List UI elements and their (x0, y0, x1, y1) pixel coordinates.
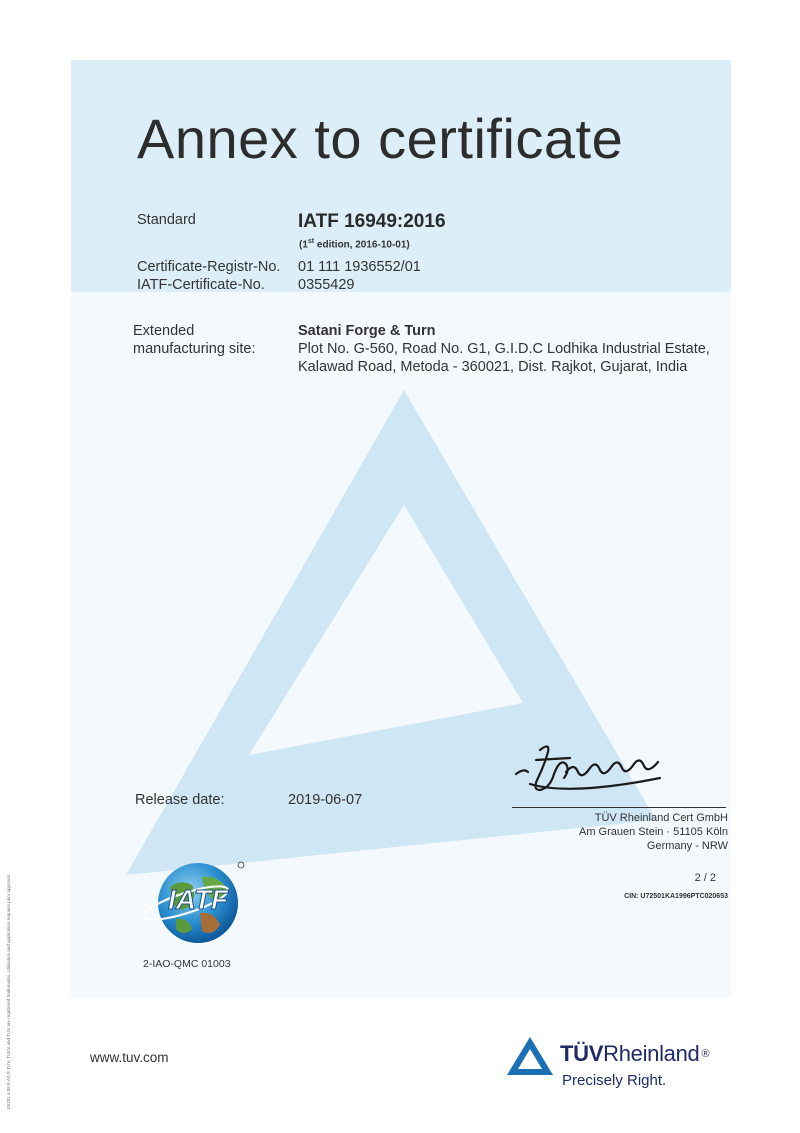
registration-label: Certificate-Registr-No. (137, 259, 281, 275)
site-name: Satani Forge & Turn (298, 323, 436, 339)
issuer-line3: Germany - NRW (646, 840, 728, 852)
website-link[interactable]: www.tuv.com (90, 1050, 169, 1065)
release-date-value: 2019-06-07 (288, 792, 363, 808)
page-title: Annex to certificate (137, 107, 624, 170)
iatf-certificate-label: IATF-Certificate-No. (137, 277, 265, 293)
issuer-line2: Am Grauen Stein · 51105 Köln (579, 826, 728, 838)
tuv-brand-name: TÜVRheinland ® (560, 1041, 710, 1066)
tuv-triangle-logo-icon (505, 1035, 555, 1077)
standard-label: Standard (137, 212, 196, 228)
cin-number: CIN: U72501KA1996PTC020653 (624, 893, 728, 900)
standard-name: IATF 16949:2016 (298, 211, 446, 232)
release-date-label: Release date: (135, 792, 225, 808)
iatf-logo-text: IATF (168, 884, 229, 915)
signature-text: Sharma (510, 738, 514, 739)
iatf-globe-logo-icon (140, 857, 250, 957)
site-address-line1: Plot No. G-560, Road No. G1, G.I.D.C Lodhika Industrial Estate, (298, 341, 710, 357)
registration-value: 01 111 1936552/01 (298, 259, 421, 275)
page-number: 2 / 2 (694, 872, 716, 884)
standard-edition: (1st edition, 2016-10-01) (299, 238, 410, 251)
accreditation-number: 2-IAO-QMC 01003 (143, 958, 231, 970)
iatf-certificate-value: 0355429 (298, 277, 355, 293)
site-label-line1: Extended (133, 323, 195, 339)
trademark-side-note: 10/201 4.08 E A3 ® TÜV, TUEV and TUV are registered trademarks. Utilisation and application requires prior approval. (6, 873, 11, 1110)
site-label-line2: manufacturing site: (133, 341, 256, 357)
issuer-line1: TÜV Rheinland Cert GmbH (594, 812, 728, 824)
site-address-line2: Kalawad Road, Metoda - 360021, Dist. Rajkot, Gujarat, India (298, 359, 688, 375)
signature-line (512, 807, 726, 808)
tuv-tagline: Precisely Right. (562, 1072, 667, 1089)
signature-icon (510, 738, 690, 804)
